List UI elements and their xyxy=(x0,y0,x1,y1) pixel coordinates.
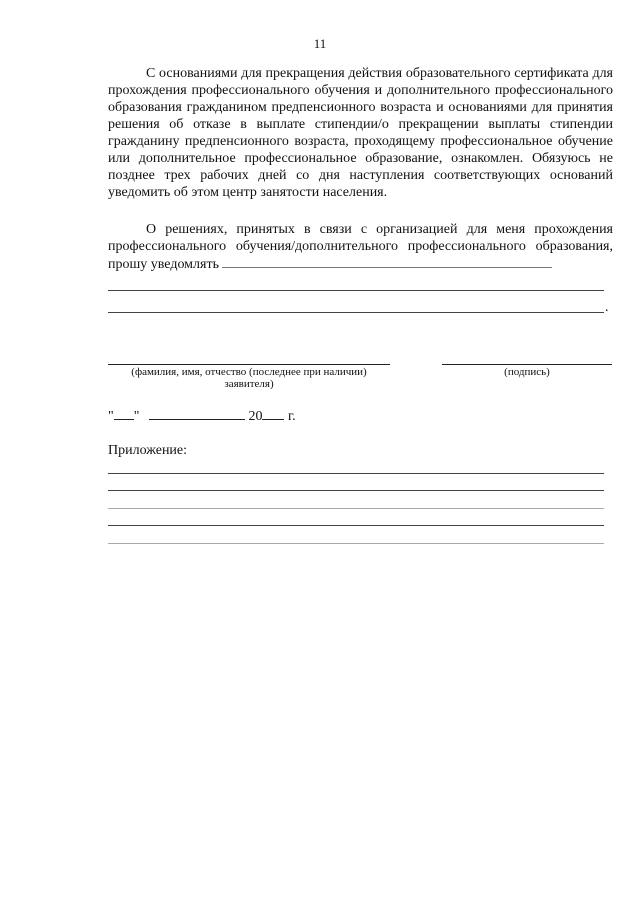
date-year-suffix: г. xyxy=(287,409,296,424)
applicant-name-caption-line1: (фамилия, имя, отчество (последнее при наличии) xyxy=(131,366,367,378)
paragraph-acknowledgement-text: С основаниями для прекращения действия образовательного сертификата для прохождения профессионального обучения и дополнительного профессионального образования гражданином предпенсионного возраста и основаниями для принятия решения об отказе в выплате стипендии/о прекращении выплаты стипендии гражданину предпенсионного возраста, проходящему профессиональное обучение или дополнительное профессиональное образование, ознакомлен. Обязуюсь не позднее трех рабочих дней со дня наступления соответствующих оснований уведомить об этом центр занятости населения. xyxy=(108,66,613,200)
page-number: 11 xyxy=(313,36,327,51)
date-line xyxy=(108,407,296,425)
paragraph-acknowledgement xyxy=(108,65,613,201)
signature-caption: (подпись) xyxy=(504,366,550,378)
signature-line[interactable] xyxy=(442,364,612,365)
attachment-line-3[interactable] xyxy=(108,508,604,509)
attachment-line-5[interactable] xyxy=(108,543,604,544)
notification-method-line-3[interactable] xyxy=(108,312,604,313)
date-month-field[interactable] xyxy=(149,407,245,420)
attachment-line-2[interactable] xyxy=(108,490,604,491)
date-close-quote: " xyxy=(133,409,140,424)
date-open-quote: " xyxy=(108,409,114,424)
attachment-label: Приложение: xyxy=(108,443,188,458)
attachment-line-1[interactable] xyxy=(108,473,604,474)
date-year-prefix: 20 xyxy=(248,409,263,424)
applicant-name-caption xyxy=(100,366,398,390)
paragraph-notification-text: О решениях, принятых в связи с организацией для меня прохождения профессионального обучения/дополнительного профессионального образования, прошу уведомлять xyxy=(108,222,613,272)
notification-method-field[interactable] xyxy=(222,255,552,268)
attachment-line-4[interactable] xyxy=(108,525,604,526)
paragraph-notification-wrapper xyxy=(108,221,613,273)
date-year-field[interactable] xyxy=(262,407,284,420)
notification-method-line-2[interactable] xyxy=(108,290,604,291)
applicant-name-caption-line2: заявителя) xyxy=(224,378,274,390)
applicant-name-line[interactable] xyxy=(108,364,390,365)
date-day-field[interactable] xyxy=(114,407,134,420)
paragraph-notification xyxy=(108,221,613,273)
trailing-dot: . xyxy=(605,300,609,315)
